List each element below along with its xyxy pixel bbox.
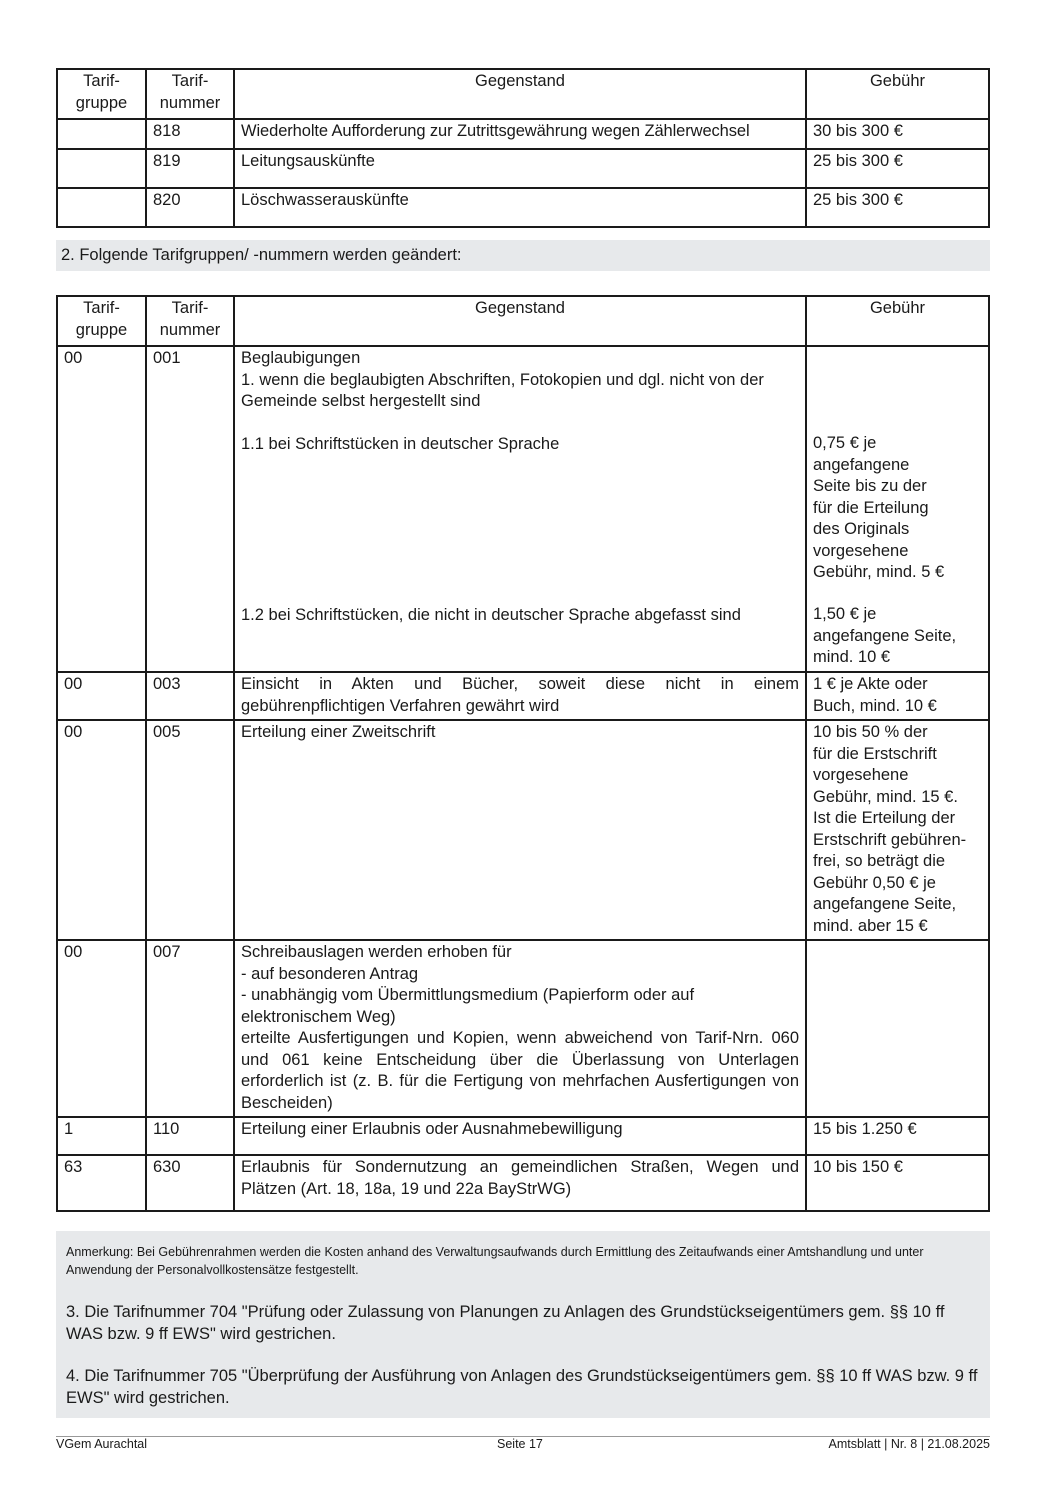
header-gebuehr: Gebühr	[806, 69, 989, 119]
cell-gegenstand	[234, 346, 806, 672]
cell-nummer: 001	[146, 346, 234, 672]
notes-box	[56, 1231, 990, 1418]
entry-title: Beglaubigungen	[241, 349, 361, 367]
footer-page-number: Seite 17	[497, 1437, 543, 1451]
table-header-row	[57, 296, 989, 346]
entry-line-1: Schreibauslagen werden erhoben für	[241, 943, 512, 961]
entry-sub-1: 1. wenn die beglaubigten Abschriften, Fotokopien und dgl. nicht von der Gemeinde selbst hergestellt sind	[241, 370, 764, 410]
header-tarifgruppe: Tarif- gruppe	[57, 69, 146, 119]
cell-nummer: 630	[146, 1155, 234, 1211]
fee-1-2: 1,50 € je angefangene Seite, mind. 10 €	[813, 605, 957, 666]
footer-issue: Amtsblatt | Nr. 8 | 21.08.2025	[828, 1437, 990, 1451]
cell-gebuehr	[806, 940, 989, 1117]
cell-gegenstand: Erlaubnis für Sondernutzung an gemeindlichen Straßen, Wegen und Plätzen (Art. 18, 18a, 19 und 22a BayStrWG)	[234, 1155, 806, 1211]
entry-line-4: erteilte Ausfertigungen und Kopien, wenn abweichend von Tarif-Nrn. 060 und 061 keine Entscheidung über die Überlassung von Unterlagen erforderlich ist (z. B. für die Fertigung von mehrfachen Ausfertigungen von Bescheiden)	[241, 1029, 799, 1112]
header-tarifgruppe: Tarif- gruppe	[57, 296, 146, 346]
table-row	[57, 346, 989, 672]
cell-gruppe	[57, 149, 146, 188]
header-gegenstand: Gegenstand	[234, 69, 806, 119]
table-row	[57, 1117, 989, 1155]
cell-nummer: 819	[146, 149, 234, 188]
fee-table-new-entries	[56, 68, 990, 228]
cell-gebuehr: 10 bis 150 €	[806, 1155, 989, 1211]
paragraph-4: 4. Die Tarifnummer 705 "Überprüfung der Ausführung von Anlagen des Grundstückseigentümers gem. §§ 10 ff WAS bzw. 9 ff EWS" wird gestrichen.	[66, 1367, 978, 1407]
entry-line-2: - auf besonderen Antrag	[241, 964, 419, 983]
header-gegenstand: Gegenstand	[234, 296, 806, 346]
cell-gegenstand: Löschwasserauskünfte	[234, 188, 806, 227]
cell-nummer: 005	[146, 720, 234, 940]
cell-nummer: 818	[146, 119, 234, 149]
cell-gegenstand: Erteilung einer Zweitschrift	[234, 720, 806, 940]
cell-gruppe: 00	[57, 672, 146, 720]
section-2-text: 2. Folgende Tarifgruppen/ -nummern werden geändert:	[61, 246, 462, 264]
entry-sub-1-2: 1.2 bei Schriftstücken, die nicht in deutscher Sprache abgefasst sind	[241, 605, 741, 624]
cell-gebuehr: 25 bis 300 €	[806, 149, 989, 188]
cell-gegenstand: Einsicht in Akten und Bücher, soweit diese nicht in einem gebührenpflichtigen Verfahren gewährt wird	[234, 672, 806, 720]
header-tarifnummer: Tarif- nummer	[146, 69, 234, 119]
cell-nummer: 003	[146, 672, 234, 720]
table-row	[57, 720, 989, 940]
cell-gebuehr: 15 bis 1.250 €	[806, 1117, 989, 1155]
table-row	[57, 940, 989, 1117]
header-tarifnummer: Tarif- nummer	[146, 296, 234, 346]
footer-publisher: VGem Aurachtal	[56, 1437, 148, 1451]
anmerkung-note: Anmerkung: Bei Gebührenrahmen werden die Kosten anhand des Verwaltungsaufwands durch Ermittlung des Zeitaufwands einer Amtshandlung und unter Anwendung der Personalvollkostensätze festgestellt.	[66, 1245, 924, 1277]
entry-sub-1-1: 1.1 bei Schriftstücken in deutscher Sprache	[241, 434, 560, 453]
fee-1-1: 0,75 € je angefangene Seite bis zu der für die Erteilung des Originals vorgesehene Gebühr, mind. 5 €	[813, 434, 945, 581]
header-gebuehr: Gebühr	[806, 296, 989, 346]
cell-gruppe: 1	[57, 1117, 146, 1155]
cell-gruppe: 00	[57, 720, 146, 940]
cell-gruppe	[57, 119, 146, 149]
table-row	[57, 119, 989, 149]
cell-gegenstand: Leitungsauskünfte	[234, 149, 806, 188]
cell-gegenstand: Erteilung einer Erlaubnis oder Ausnahmebewilligung	[234, 1117, 806, 1155]
fee-table-changed-entries	[56, 295, 990, 1212]
cell-gebuehr: 30 bis 300 €	[806, 119, 989, 149]
entry-line-3: - unabhängig vom Übermittlungsmedium (Papierform oder auf elektronischem Weg)	[241, 986, 695, 1026]
cell-gegenstand	[234, 940, 806, 1117]
table-row	[57, 188, 989, 227]
cell-gebuehr: 1 € je Akte oder Buch, mind. 10 €	[806, 672, 989, 720]
cell-gegenstand: Wiederholte Aufforderung zur Zutrittsgewährung wegen Zählerwechsel	[234, 119, 806, 149]
cell-gruppe: 63	[57, 1155, 146, 1211]
cell-gebuehr	[806, 346, 989, 672]
cell-nummer: 110	[146, 1117, 234, 1155]
table-row	[57, 672, 989, 720]
cell-gruppe: 00	[57, 346, 146, 672]
cell-nummer: 820	[146, 188, 234, 227]
cell-gruppe	[57, 188, 146, 227]
cell-gebuehr: 10 bis 50 % der für die Erstschrift vorgesehene Gebühr, mind. 15 €. Ist die Erteilung der Erstschrift gebühren- frei, so beträgt die Gebühr 0,50 € je angefangene Seite, mind. aber 15 €	[806, 720, 989, 940]
table-header-row	[57, 69, 989, 119]
paragraph-3: 3. Die Tarifnummer 704 "Prüfung oder Zulassung von Planungen zu Anlagen des Grundstückseigentümers gem. §§ 10 ff WAS bzw. 9 ff EWS" wird gestrichen.	[66, 1303, 945, 1343]
cell-gebuehr: 25 bis 300 €	[806, 188, 989, 227]
cell-nummer: 007	[146, 940, 234, 1117]
table-row	[57, 149, 989, 188]
table-row	[57, 1155, 989, 1211]
cell-gruppe: 00	[57, 940, 146, 1117]
section-2-heading	[56, 240, 990, 271]
